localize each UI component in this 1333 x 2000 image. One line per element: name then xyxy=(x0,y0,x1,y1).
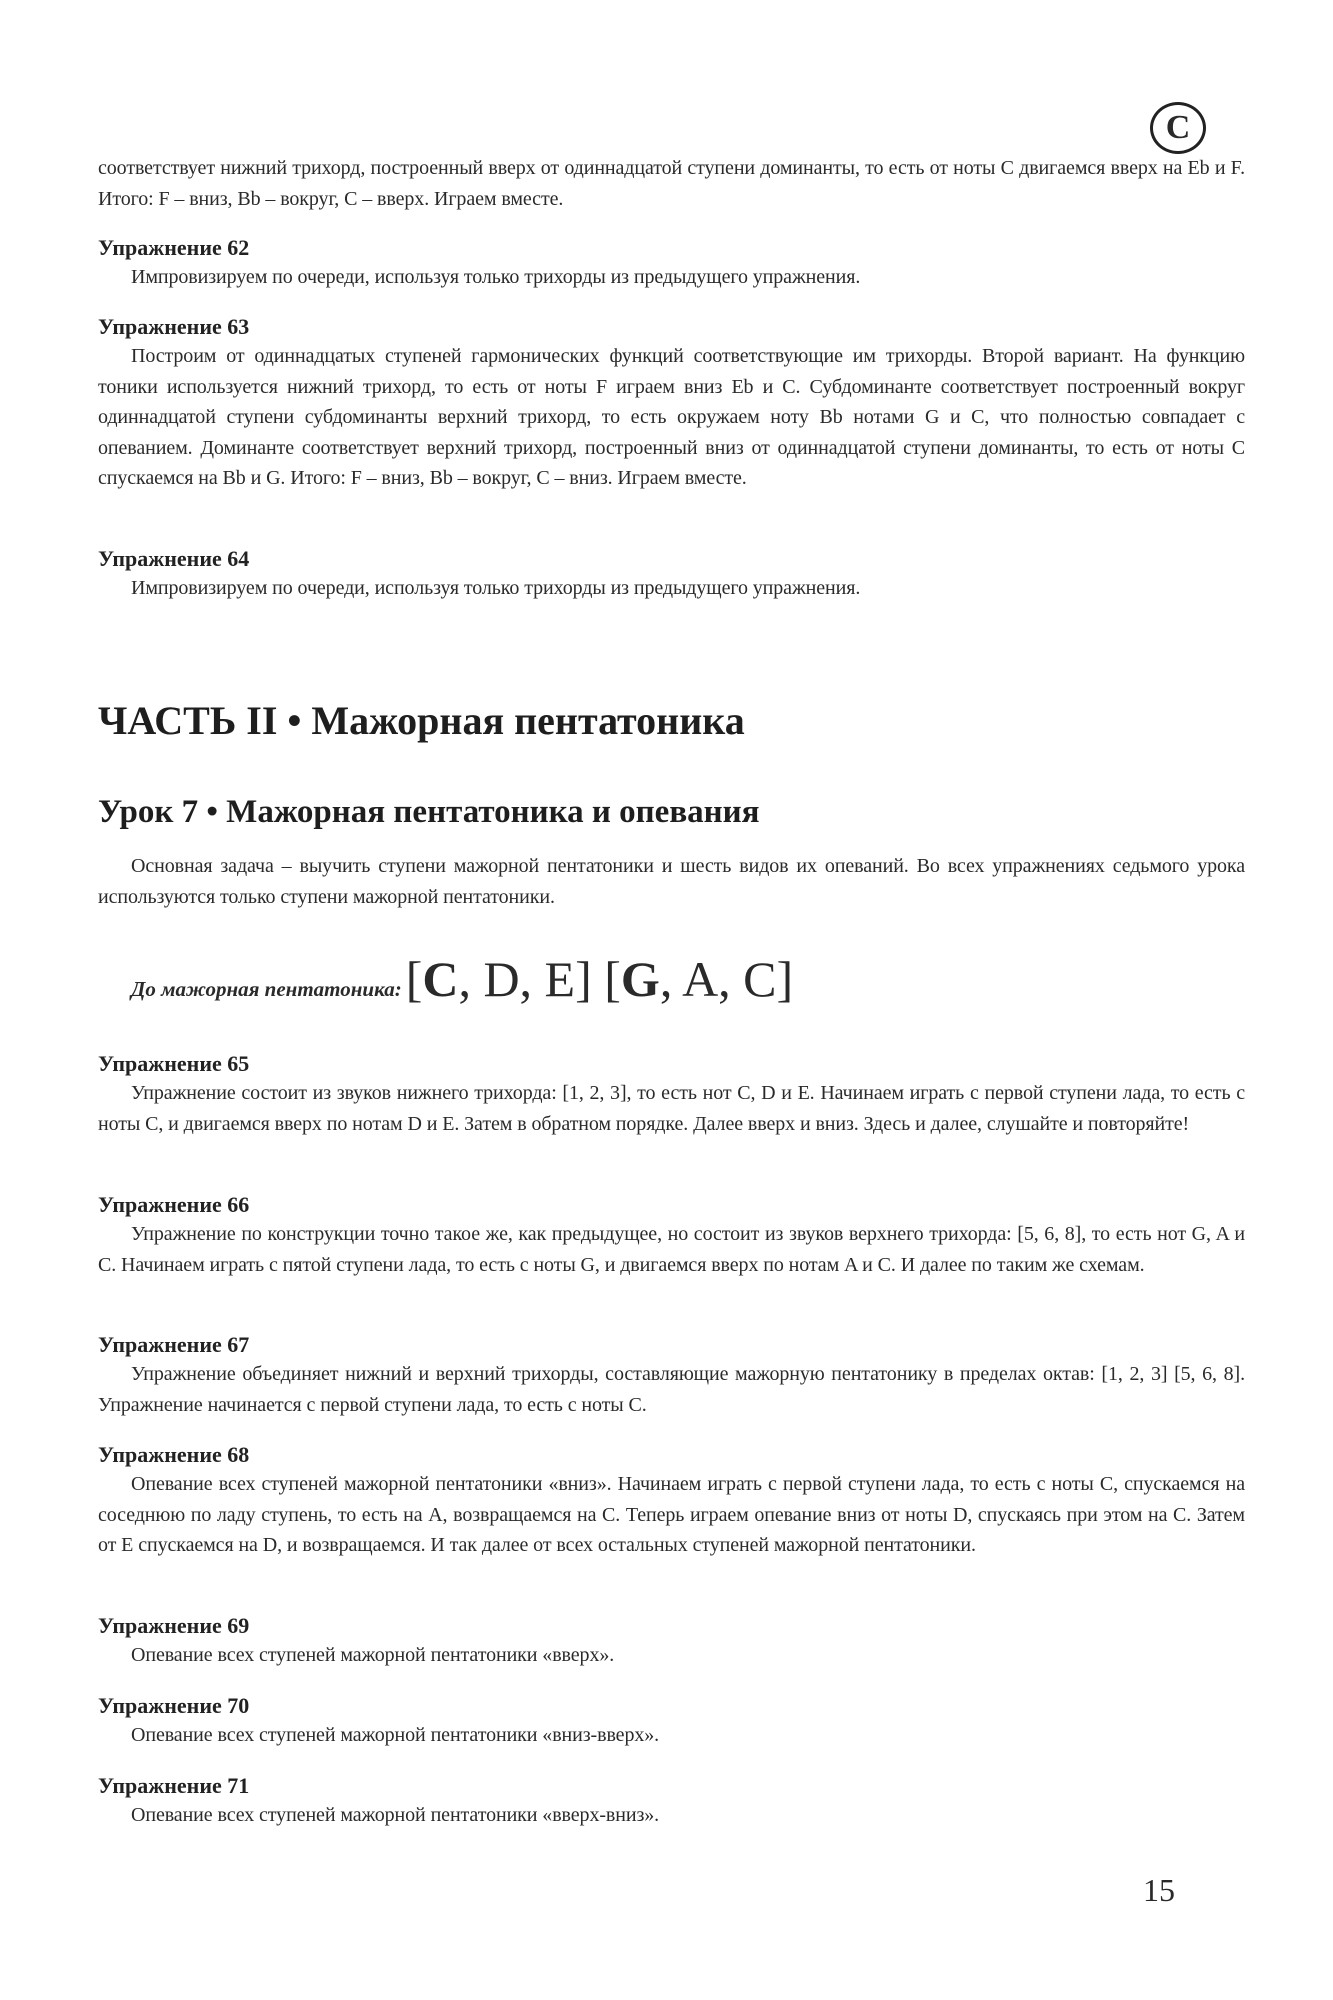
root-note: G xyxy=(620,951,660,1007)
exercise-63 xyxy=(98,313,1245,494)
lesson-intro: Основная задача – выучить ступени мажорной пентатоники и шесть видов их опеваний. Во всех упражнениях седьмого урока используются только ступени мажорной пентатоники. xyxy=(98,855,1245,908)
section-marker-badge: C xyxy=(1150,102,1206,154)
exercise-title: Упражнение 69 xyxy=(98,1613,250,1638)
exercise-66 xyxy=(98,1191,1245,1280)
exercise-title: Упражнение 64 xyxy=(98,546,250,571)
bracket-close: ] xyxy=(575,951,592,1007)
exercise-title: Упражнение 71 xyxy=(98,1773,250,1798)
exercise-text: Опевание всех ступеней мажорной пентатоники «вниз». Начинаем играть с первой ступени лада, то есть с ноты C, спускаемся на соседнюю по ладу ступень, то есть на A, возвращаемся на C. Теперь играем опевание вниз от ноты D, спускаясь при этом на C. Затем от E спускаемся на D, и возвращаемся. И так далее от всех остальных ступеней мажорной пентатоники. xyxy=(98,1473,1245,1556)
continued-paragraph: соответствует нижний трихорд, построенный вверх от одиннадцатой ступени доминанты, то есть от ноты C двигаемся вверх на Eb и F. Итого: F – вниз, Bb – вокруг, C – вверх. Играем вместе. xyxy=(98,157,1245,210)
pentatonic-scale xyxy=(131,950,793,1008)
exercise-68 xyxy=(98,1441,1245,1561)
exercise-title: Упражнение 62 xyxy=(98,235,250,260)
exercise-71 xyxy=(98,1772,1245,1831)
exercise-text: Упражнение по конструкции точно такое же, как предыдущее, но состоит из звуков верхнего трихорда: [5, 6, 8], то есть нот G, A и C. Начинаем играть с пятой ступени лада, то есть с ноты G, и двигаемся вверх по нотам A и C. И далее по таким же схемам. xyxy=(98,1223,1245,1276)
exercise-67 xyxy=(98,1331,1245,1420)
bracket-open: [ xyxy=(604,951,621,1007)
part-title: ЧАСТЬ II • Мажорная пентатоника xyxy=(98,698,745,743)
bracket-open: [ xyxy=(405,951,423,1007)
upper-trichord xyxy=(604,951,793,1007)
exercise-title: Упражнение 70 xyxy=(98,1693,250,1718)
exercise-text: Опевание всех ступеней мажорной пентатоники «вверх-вниз». xyxy=(131,1804,660,1826)
page-number: 15 xyxy=(1143,1872,1175,1908)
exercise-text: Опевание всех ступеней мажорной пентатоники «вверх». xyxy=(131,1644,615,1666)
exercise-text: Построим от одиннадцатых ступеней гармонических функций соответствующие им трихорды. Второй вариант. На функцию тоники используется нижний трихорд, то есть от ноты F играем вниз Eb и C. Субдоминанте соответствует построенный вокруг одиннадцатой ступени субдоминанты верхний трихорд, то есть окружаем ноту Bb нотами G и C, что полностью совпадает с опеванием. Доминанте соответствует верхний трихорд, построенный вниз от одиннадцатой ступени доминанты, то есть от ноты C спускаемся на Bb и G. Итого: F – вниз, Bb – вокруг, C – вниз. Играем вместе. xyxy=(98,345,1245,489)
root-note: C xyxy=(422,951,459,1007)
exercise-62 xyxy=(98,234,1245,293)
notes: , D, E xyxy=(458,951,576,1007)
exercise-text: Упражнение объединяет нижний и верхний трихорды, составляющие мажорную пентатонику в пределах октав: [1, 2, 3] [5, 6, 8]. Упражнение начинается с первой ступени лада, то есть с ноты C. xyxy=(98,1363,1245,1416)
exercise-title: Упражнение 63 xyxy=(98,314,250,339)
bracket-close: ] xyxy=(776,951,794,1007)
scale-label: До мажорная пентатоника: xyxy=(131,977,402,1001)
exercise-text: Упражнение состоит из звуков нижнего трихорда: [1, 2, 3], то есть нот C, D и E. Начинаем играть с первой ступени лада, то есть с ноты C, и двигаемся вверх по нотам D и E. Затем в обратном порядке. Далее вверх и вниз. Здесь и далее, слушайте и повторяйте! xyxy=(98,1082,1245,1135)
exercise-text: Опевание всех ступеней мажорной пентатоники «вниз-вверх». xyxy=(131,1724,660,1746)
exercise-title: Упражнение 66 xyxy=(98,1192,250,1217)
exercise-text: Импровизируем по очереди, используя только трихорды из предыдущего упражнения. xyxy=(131,266,861,288)
exercise-text: Импровизируем по очереди, используя только трихорды из предыдущего упражнения. xyxy=(131,577,861,599)
exercise-title: Упражнение 65 xyxy=(98,1051,250,1076)
exercise-title: Упражнение 67 xyxy=(98,1332,250,1357)
exercise-65 xyxy=(98,1050,1245,1139)
exercise-64 xyxy=(98,545,1245,604)
lesson-title: Урок 7 • Мажорная пентатоника и опевания xyxy=(98,794,760,830)
lower-trichord xyxy=(406,951,605,1007)
exercise-69 xyxy=(98,1612,1245,1671)
exercise-70 xyxy=(98,1692,1245,1751)
exercise-title: Упражнение 68 xyxy=(98,1442,250,1467)
notes: , A, C xyxy=(659,951,777,1007)
